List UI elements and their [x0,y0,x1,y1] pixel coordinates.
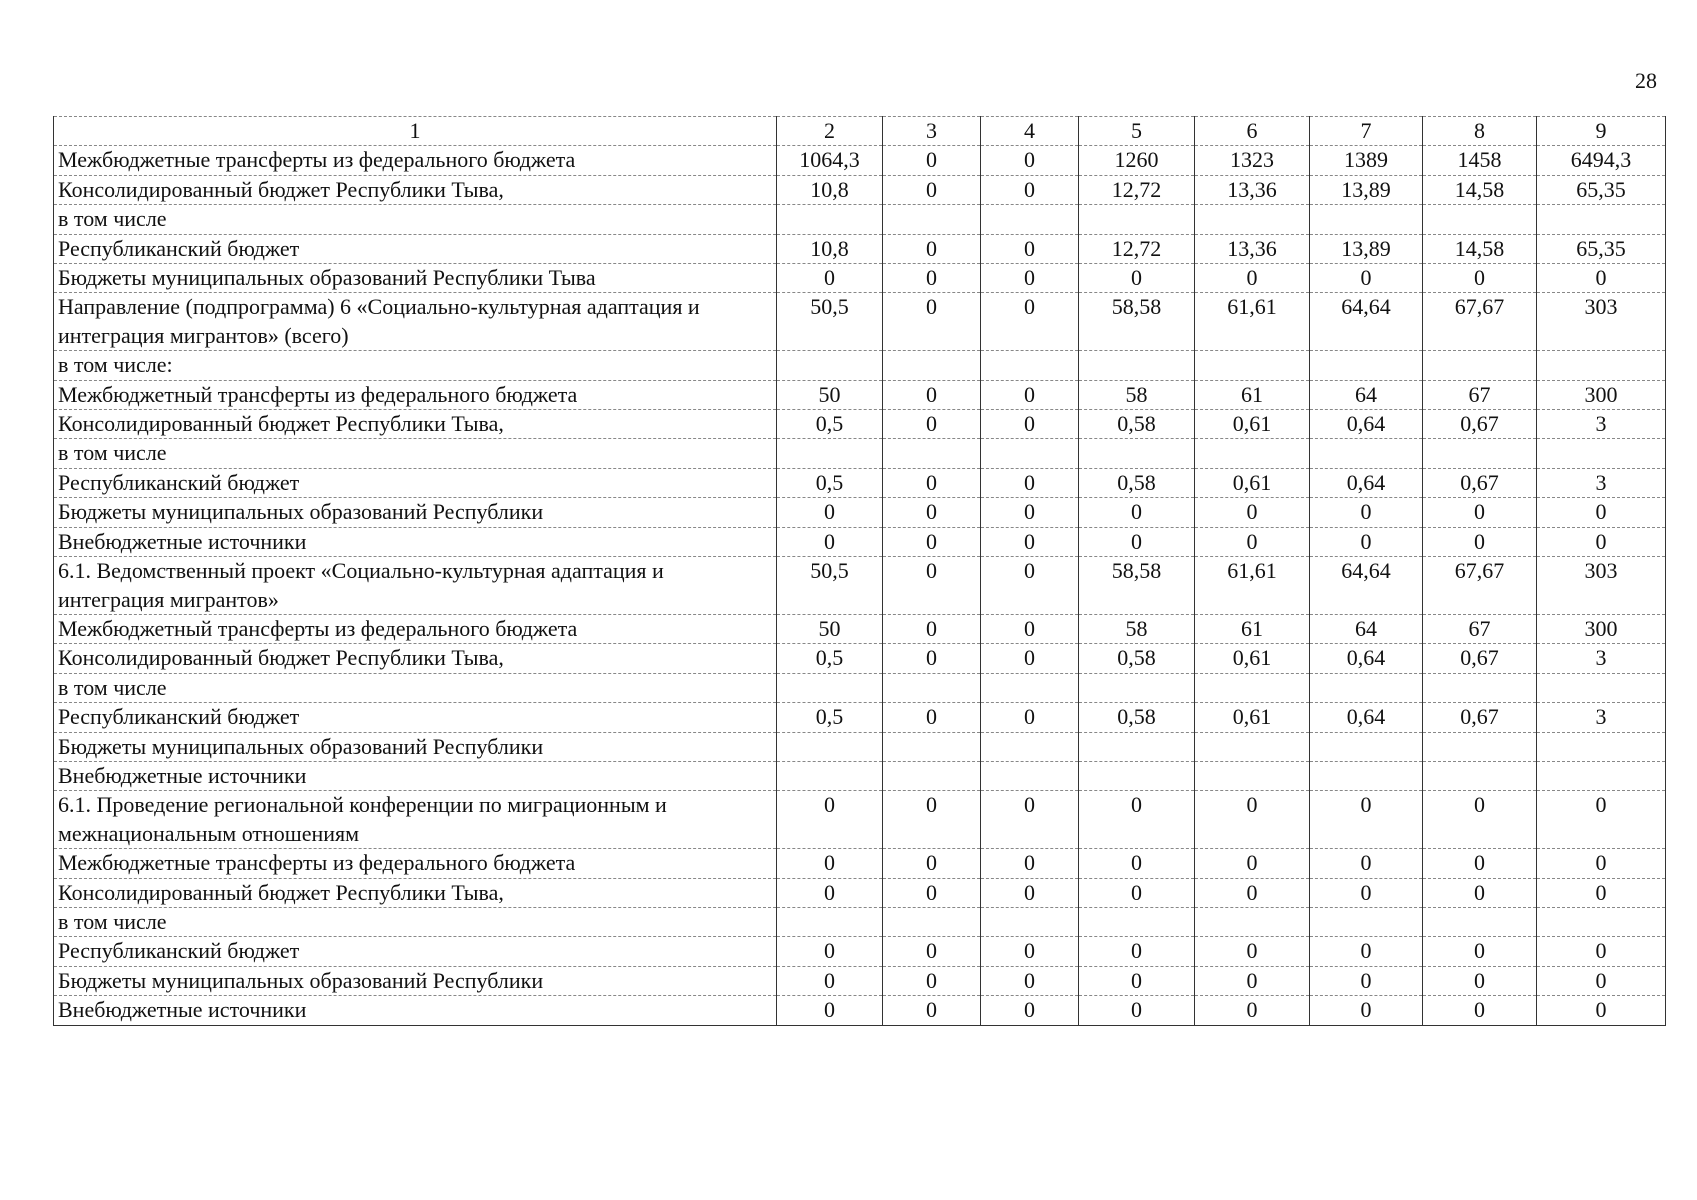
header-cell: 9 [1537,117,1666,146]
row-label: 6.1. Проведение региональной конференции по миграционным и межнациональным отношениям [54,791,777,849]
value-cell [777,351,883,380]
value-cell: 0 [981,878,1079,907]
value-cell: 64 [1310,614,1423,643]
value-cell: 61,61 [1195,557,1310,615]
table-row [54,996,1666,1025]
value-cell [1079,439,1195,468]
value-cell: 0 [1537,849,1666,878]
value-cell: 58 [1079,614,1195,643]
value-cell [1079,761,1195,790]
value-cell: 300 [1537,614,1666,643]
table-row [54,644,1666,673]
value-cell: 50,5 [777,557,883,615]
budget-table [53,116,1666,1026]
value-cell: 0 [981,293,1079,351]
value-cell: 0 [1195,264,1310,293]
value-cell: 1064,3 [777,146,883,175]
value-cell: 0 [1079,996,1195,1025]
row-label: Консолидированный бюджет Республики Тыва, [54,410,777,439]
table-row [54,175,1666,204]
value-cell: 67 [1423,614,1537,643]
value-cell [1195,761,1310,790]
value-cell: 0 [981,966,1079,995]
header-cell: 8 [1423,117,1537,146]
value-cell: 0,64 [1310,410,1423,439]
value-cell: 0 [883,791,981,849]
value-cell: 67,67 [1423,557,1537,615]
value-cell: 0 [1423,791,1537,849]
value-cell: 0 [1423,498,1537,527]
value-cell: 0,67 [1423,468,1537,497]
table-row [54,527,1666,556]
value-cell: 0 [1310,849,1423,878]
value-cell: 0 [1195,996,1310,1025]
value-cell: 61 [1195,614,1310,643]
value-cell: 0,61 [1195,410,1310,439]
header-cell: 3 [883,117,981,146]
table-row [54,146,1666,175]
value-cell [1537,907,1666,936]
table-row [54,732,1666,761]
row-label: в том числе: [54,351,777,380]
value-cell: 58,58 [1079,293,1195,351]
table-row [54,878,1666,907]
value-cell: 0 [981,527,1079,556]
value-cell: 0,58 [1079,468,1195,497]
value-cell: 3 [1537,468,1666,497]
value-cell: 0 [1195,791,1310,849]
value-cell: 0 [1423,264,1537,293]
value-cell: 0,5 [777,703,883,732]
value-cell [1195,351,1310,380]
value-cell: 0,67 [1423,410,1537,439]
value-cell [1310,732,1423,761]
value-cell [1079,732,1195,761]
value-cell: 13,36 [1195,175,1310,204]
value-cell: 0 [883,293,981,351]
value-cell: 61 [1195,380,1310,409]
value-cell: 0 [1423,527,1537,556]
value-cell [981,439,1079,468]
table-row [54,614,1666,643]
value-cell: 0,58 [1079,703,1195,732]
value-cell: 0 [1423,849,1537,878]
value-cell: 65,35 [1537,175,1666,204]
value-cell: 13,36 [1195,234,1310,263]
value-cell [777,907,883,936]
value-cell: 0 [1079,498,1195,527]
value-cell: 0 [1537,498,1666,527]
value-cell: 303 [1537,293,1666,351]
value-cell: 0 [981,468,1079,497]
value-cell: 0 [1310,264,1423,293]
value-cell: 50 [777,380,883,409]
table-row [54,966,1666,995]
value-cell: 0,5 [777,644,883,673]
value-cell: 0 [981,380,1079,409]
value-cell [777,439,883,468]
table-row [54,380,1666,409]
value-cell: 61,61 [1195,293,1310,351]
value-cell: 0 [777,498,883,527]
value-cell [883,907,981,936]
value-cell [1310,761,1423,790]
row-label: Внебюджетные источники [54,761,777,790]
value-cell [777,732,883,761]
value-cell: 0,61 [1195,644,1310,673]
value-cell: 0 [883,557,981,615]
value-cell: 12,72 [1079,175,1195,204]
value-cell: 0,67 [1423,703,1537,732]
value-cell: 0 [981,557,1079,615]
value-cell: 0 [1195,849,1310,878]
table-row [54,351,1666,380]
value-cell: 0 [883,468,981,497]
value-cell: 58 [1079,380,1195,409]
value-cell: 0 [981,644,1079,673]
value-cell [1310,351,1423,380]
value-cell [981,907,1079,936]
value-cell: 0 [981,703,1079,732]
value-cell: 0 [883,644,981,673]
value-cell [1079,205,1195,234]
value-cell: 0 [1537,791,1666,849]
value-cell [1537,761,1666,790]
value-cell: 14,58 [1423,175,1537,204]
value-cell [981,761,1079,790]
value-cell: 0 [981,410,1079,439]
value-cell: 64 [1310,380,1423,409]
value-cell: 0 [1537,966,1666,995]
value-cell: 0 [1537,937,1666,966]
table-row [54,557,1666,615]
value-cell [1423,907,1537,936]
value-cell: 0 [1423,966,1537,995]
value-cell: 0,64 [1310,468,1423,497]
value-cell: 13,89 [1310,234,1423,263]
value-cell [1079,673,1195,702]
value-cell: 0,61 [1195,703,1310,732]
value-cell: 0 [981,146,1079,175]
value-cell: 0,61 [1195,468,1310,497]
value-cell: 67,67 [1423,293,1537,351]
table-row [54,205,1666,234]
value-cell [1310,907,1423,936]
value-cell: 0 [1310,996,1423,1025]
page-number: 28 [1635,68,1657,93]
value-cell: 0 [777,996,883,1025]
value-cell: 13,89 [1310,175,1423,204]
value-cell [1423,761,1537,790]
value-cell: 1323 [1195,146,1310,175]
value-cell [883,761,981,790]
value-cell: 1389 [1310,146,1423,175]
value-cell [981,205,1079,234]
value-cell: 0 [981,849,1079,878]
value-cell: 14,58 [1423,234,1537,263]
table-row [54,761,1666,790]
value-cell: 0 [981,175,1079,204]
value-cell: 0 [777,937,883,966]
value-cell: 12,72 [1079,234,1195,263]
value-cell: 0 [1310,791,1423,849]
value-cell: 1260 [1079,146,1195,175]
value-cell: 0 [1079,937,1195,966]
value-cell: 65,35 [1537,234,1666,263]
value-cell: 3 [1537,703,1666,732]
value-cell: 0 [1423,878,1537,907]
value-cell: 0 [883,878,981,907]
value-cell: 0 [883,849,981,878]
table-row [54,907,1666,936]
value-cell [1310,673,1423,702]
row-label: в том числе [54,907,777,936]
value-cell [981,351,1079,380]
value-cell: 0 [883,498,981,527]
value-cell [1537,351,1666,380]
value-cell [981,732,1079,761]
value-cell: 0,5 [777,468,883,497]
value-cell: 0 [777,849,883,878]
header-cell: 4 [981,117,1079,146]
value-cell [1195,439,1310,468]
value-cell [883,732,981,761]
value-cell [1537,732,1666,761]
value-cell: 0 [1195,878,1310,907]
value-cell: 0 [883,234,981,263]
value-cell: 0,64 [1310,644,1423,673]
value-cell: 1458 [1423,146,1537,175]
value-cell: 0 [1079,966,1195,995]
value-cell: 303 [1537,557,1666,615]
value-cell: 0,67 [1423,644,1537,673]
row-label: Бюджеты муниципальных образований Республики [54,732,777,761]
row-label: Консолидированный бюджет Республики Тыва, [54,175,777,204]
value-cell: 0 [1310,498,1423,527]
value-cell [1195,205,1310,234]
value-cell [1310,205,1423,234]
table-row [54,293,1666,351]
value-cell: 0 [981,996,1079,1025]
header-cell: 1 [54,117,777,146]
value-cell [1423,351,1537,380]
value-cell: 0,64 [1310,703,1423,732]
header-cell: 6 [1195,117,1310,146]
value-cell: 3 [1537,644,1666,673]
value-cell [1423,673,1537,702]
value-cell: 0 [777,527,883,556]
value-cell [1423,732,1537,761]
row-label: Межбюджетные трансферты из федерального бюджета [54,146,777,175]
value-cell [777,761,883,790]
value-cell: 0 [1537,527,1666,556]
value-cell: 0,58 [1079,410,1195,439]
value-cell [1537,205,1666,234]
value-cell: 0 [981,234,1079,263]
value-cell [981,673,1079,702]
value-cell: 0 [777,791,883,849]
value-cell [883,439,981,468]
value-cell [1195,732,1310,761]
value-cell: 6494,3 [1537,146,1666,175]
value-cell: 0 [1079,878,1195,907]
value-cell: 0,58 [1079,644,1195,673]
value-cell [1195,673,1310,702]
value-cell: 0 [1537,996,1666,1025]
value-cell: 0 [981,791,1079,849]
value-cell: 0 [1079,849,1195,878]
value-cell: 58,58 [1079,557,1195,615]
value-cell: 0 [1079,791,1195,849]
table-row [54,791,1666,849]
value-cell: 0 [1423,996,1537,1025]
value-cell: 50 [777,614,883,643]
header-cell: 7 [1310,117,1423,146]
table-row [54,703,1666,732]
value-cell: 0 [1195,527,1310,556]
value-cell [1079,907,1195,936]
value-cell: 0 [883,996,981,1025]
value-cell: 3 [1537,410,1666,439]
value-cell: 0,5 [777,410,883,439]
value-cell: 0 [1079,527,1195,556]
value-cell: 0 [1423,937,1537,966]
value-cell: 0 [1310,527,1423,556]
value-cell: 300 [1537,380,1666,409]
value-cell: 0 [777,264,883,293]
value-cell: 0 [777,966,883,995]
value-cell: 0 [1537,264,1666,293]
value-cell: 0 [883,175,981,204]
header-cell: 5 [1079,117,1195,146]
value-cell [883,351,981,380]
row-label: Республиканский бюджет [54,937,777,966]
row-label: Консолидированный бюджет Республики Тыва, [54,878,777,907]
row-label: Внебюджетные источники [54,996,777,1025]
value-cell: 0 [981,498,1079,527]
row-label: Направление (подпрограмма) 6 «Социально-культурная адаптация и интеграция мигрантов» (всего) [54,293,777,351]
value-cell: 50,5 [777,293,883,351]
row-label: Внебюджетные источники [54,527,777,556]
value-cell: 10,8 [777,175,883,204]
value-cell [1195,907,1310,936]
value-cell: 0 [1195,937,1310,966]
value-cell [1537,439,1666,468]
value-cell [1310,439,1423,468]
row-label: Республиканский бюджет [54,234,777,263]
value-cell: 0 [981,937,1079,966]
table-row [54,410,1666,439]
value-cell: 64,64 [1310,557,1423,615]
row-label: Межбюджетные трансферты из федерального бюджета [54,849,777,878]
header-cell: 2 [777,117,883,146]
table-row [54,468,1666,497]
value-cell [777,205,883,234]
value-cell: 10,8 [777,234,883,263]
value-cell: 0 [1310,966,1423,995]
value-cell [883,673,981,702]
table-row [54,849,1666,878]
table-row [54,937,1666,966]
row-label: Республиканский бюджет [54,703,777,732]
value-cell [1423,439,1537,468]
table-row [54,439,1666,468]
table-body [54,117,1666,1026]
value-cell: 0 [1195,498,1310,527]
row-label: Межбюджетный трансферты из федерального бюджета [54,380,777,409]
value-cell: 0 [1310,878,1423,907]
value-cell: 0 [883,410,981,439]
value-cell: 0 [883,966,981,995]
row-label: Бюджеты муниципальных образований Республики [54,498,777,527]
header-row [54,117,1666,146]
value-cell: 0 [777,878,883,907]
row-label: в том числе [54,673,777,702]
value-cell: 0 [1195,966,1310,995]
table-row [54,673,1666,702]
value-cell [1079,351,1195,380]
row-label: Бюджеты муниципальных образований Республики [54,966,777,995]
value-cell [777,673,883,702]
value-cell: 0 [1537,878,1666,907]
value-cell: 0 [883,146,981,175]
value-cell [1423,205,1537,234]
value-cell: 0 [1310,937,1423,966]
value-cell: 0 [981,264,1079,293]
table-row [54,264,1666,293]
row-label: в том числе [54,205,777,234]
value-cell: 0 [883,264,981,293]
row-label: в том числе [54,439,777,468]
value-cell: 0 [883,614,981,643]
value-cell [883,205,981,234]
value-cell [1537,673,1666,702]
row-label: 6.1. Ведомственный проект «Социально-культурная адаптация и интеграция мигрантов» [54,557,777,615]
value-cell: 0 [1079,264,1195,293]
table-row [54,498,1666,527]
row-label: Консолидированный бюджет Республики Тыва, [54,644,777,673]
value-cell: 0 [883,703,981,732]
table-row [54,234,1666,263]
value-cell: 0 [883,527,981,556]
row-label: Межбюджетный трансферты из федерального бюджета [54,614,777,643]
value-cell: 64,64 [1310,293,1423,351]
value-cell: 0 [883,937,981,966]
row-label: Республиканский бюджет [54,468,777,497]
value-cell: 0 [883,380,981,409]
row-label: Бюджеты муниципальных образований Республики Тыва [54,264,777,293]
value-cell: 67 [1423,380,1537,409]
value-cell: 0 [981,614,1079,643]
